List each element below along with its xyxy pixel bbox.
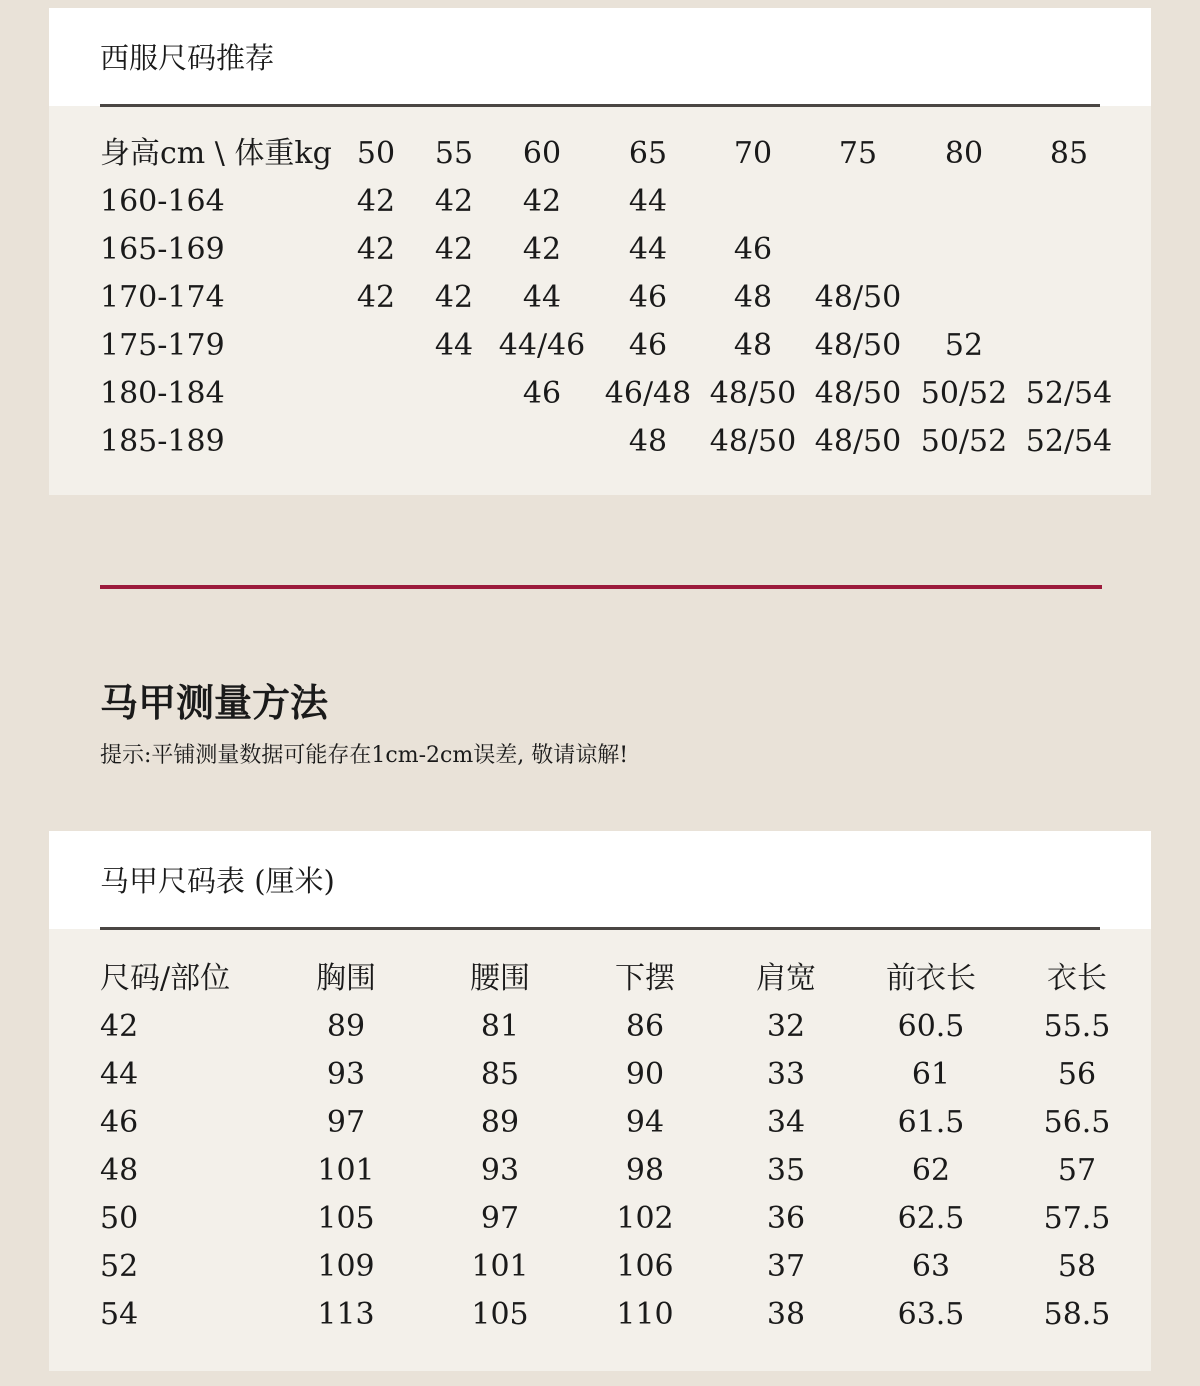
column-header: 55 xyxy=(434,136,474,171)
table-cell: 109 xyxy=(317,1249,375,1284)
column-header: 衣长 xyxy=(1047,961,1107,996)
table-cell: 42 xyxy=(356,232,396,267)
column-header: 肩宽 xyxy=(756,961,816,996)
row-header-label: 尺码/部位 xyxy=(100,961,231,996)
table-cell: 105 xyxy=(317,1201,375,1236)
suit-size-card xyxy=(49,8,1151,495)
column-header: 75 xyxy=(838,136,878,171)
table-cell: 46/48 xyxy=(604,376,692,411)
table-cell: 63 xyxy=(911,1249,951,1284)
vest-size-title: 马甲尺码表 (厘米) xyxy=(100,864,335,898)
table-cell: 56 xyxy=(1057,1057,1097,1092)
row-label: 42 xyxy=(100,1009,139,1044)
table-cell: 50/52 xyxy=(920,376,1008,411)
vest-size-title-divider xyxy=(100,927,1100,930)
table-cell: 58.5 xyxy=(1043,1297,1111,1332)
table-cell: 48/50 xyxy=(814,328,902,363)
row-label: 54 xyxy=(100,1297,139,1332)
row-label: 160-164 xyxy=(100,184,225,219)
table-cell: 34 xyxy=(766,1105,806,1140)
suit-size-title-divider xyxy=(100,104,1100,107)
table-row xyxy=(49,370,1151,418)
row-label: 180-184 xyxy=(100,376,225,411)
table-cell: 56.5 xyxy=(1043,1105,1111,1140)
row-label: 44 xyxy=(100,1057,139,1092)
column-header: 腰围 xyxy=(470,961,530,996)
column-header: 前衣长 xyxy=(886,961,976,996)
row-label: 52 xyxy=(100,1249,139,1284)
table-row xyxy=(49,274,1151,322)
column-header: 60 xyxy=(522,136,562,171)
table-cell: 46 xyxy=(628,328,668,363)
table-row xyxy=(49,322,1151,370)
table-header-row xyxy=(49,130,1151,178)
table-row xyxy=(49,1051,1151,1099)
table-cell: 48 xyxy=(628,424,668,459)
table-cell: 106 xyxy=(616,1249,674,1284)
table-row xyxy=(49,226,1151,274)
table-cell: 113 xyxy=(317,1297,375,1332)
table-row xyxy=(49,1291,1151,1339)
table-cell: 60.5 xyxy=(897,1009,965,1044)
table-cell: 90 xyxy=(625,1057,665,1092)
table-cell: 42 xyxy=(356,184,396,219)
table-cell: 46 xyxy=(628,280,668,315)
row-label: 46 xyxy=(100,1105,139,1140)
table-cell: 105 xyxy=(471,1297,529,1332)
row-label: 185-189 xyxy=(100,424,225,459)
column-header: 80 xyxy=(944,136,984,171)
table-cell: 42 xyxy=(356,280,396,315)
table-row xyxy=(49,1003,1151,1051)
table-row xyxy=(49,1147,1151,1195)
table-cell: 55.5 xyxy=(1043,1009,1111,1044)
table-row xyxy=(49,178,1151,226)
table-cell: 48/50 xyxy=(814,280,902,315)
table-cell: 94 xyxy=(625,1105,665,1140)
table-cell: 52 xyxy=(944,328,984,363)
column-header: 下摆 xyxy=(615,961,675,996)
table-cell: 110 xyxy=(616,1297,674,1332)
table-cell: 97 xyxy=(326,1105,366,1140)
table-cell: 46 xyxy=(522,376,562,411)
column-header: 65 xyxy=(628,136,668,171)
column-header: 50 xyxy=(356,136,396,171)
table-row xyxy=(49,1099,1151,1147)
table-cell: 85 xyxy=(480,1057,520,1092)
table-cell: 57.5 xyxy=(1043,1201,1111,1236)
table-cell: 44 xyxy=(522,280,562,315)
table-cell: 42 xyxy=(522,232,562,267)
table-cell: 89 xyxy=(326,1009,366,1044)
table-cell: 46 xyxy=(733,232,773,267)
table-cell: 81 xyxy=(480,1009,520,1044)
suit-size-title: 西服尺码推荐 xyxy=(100,41,275,75)
vest-size-card xyxy=(49,831,1151,1371)
table-cell: 42 xyxy=(522,184,562,219)
table-cell: 61 xyxy=(911,1057,951,1092)
row-label: 170-174 xyxy=(100,280,225,315)
table-header-row xyxy=(49,955,1151,1003)
section-divider xyxy=(100,585,1102,589)
table-row xyxy=(49,1195,1151,1243)
table-row xyxy=(49,1243,1151,1291)
column-header: 70 xyxy=(733,136,773,171)
row-label: 48 xyxy=(100,1153,139,1188)
table-cell: 44 xyxy=(434,328,474,363)
table-cell: 89 xyxy=(480,1105,520,1140)
table-cell: 93 xyxy=(480,1153,520,1188)
table-cell: 42 xyxy=(434,184,474,219)
table-cell: 62.5 xyxy=(897,1201,965,1236)
row-label: 175-179 xyxy=(100,328,225,363)
vest-size-card-header xyxy=(49,831,1151,929)
table-cell: 42 xyxy=(434,232,474,267)
table-cell: 52/54 xyxy=(1025,424,1113,459)
row-label: 50 xyxy=(100,1201,139,1236)
table-cell: 36 xyxy=(766,1201,806,1236)
table-cell: 48 xyxy=(733,280,773,315)
table-cell: 63.5 xyxy=(897,1297,965,1332)
table-cell: 48/50 xyxy=(814,424,902,459)
row-header-label: 身高cm \ 体重kg xyxy=(100,136,332,171)
table-cell: 44/46 xyxy=(498,328,586,363)
table-cell: 98 xyxy=(625,1153,665,1188)
column-header: 胸围 xyxy=(316,961,376,996)
table-cell: 33 xyxy=(766,1057,806,1092)
table-cell: 58 xyxy=(1057,1249,1097,1284)
table-cell: 57 xyxy=(1057,1153,1097,1188)
table-cell: 93 xyxy=(326,1057,366,1092)
table-cell: 42 xyxy=(434,280,474,315)
table-cell: 52/54 xyxy=(1025,376,1113,411)
vest-measure-hint: 提示:平铺测量数据可能存在1cm-2cm误差, 敬请谅解! xyxy=(100,743,629,768)
table-cell: 102 xyxy=(616,1201,674,1236)
vest-measure-title: 马甲测量方法 xyxy=(100,680,329,725)
table-cell: 32 xyxy=(766,1009,806,1044)
table-cell: 37 xyxy=(766,1249,806,1284)
column-header: 85 xyxy=(1049,136,1089,171)
suit-size-card-header xyxy=(49,8,1151,106)
table-cell: 86 xyxy=(625,1009,665,1044)
table-cell: 48/50 xyxy=(814,376,902,411)
table-cell: 101 xyxy=(471,1249,529,1284)
table-row xyxy=(49,418,1151,466)
table-cell: 50/52 xyxy=(920,424,1008,459)
table-cell: 61.5 xyxy=(897,1105,965,1140)
table-cell: 35 xyxy=(766,1153,806,1188)
table-cell: 44 xyxy=(628,232,668,267)
table-cell: 101 xyxy=(317,1153,375,1188)
table-cell: 48 xyxy=(733,328,773,363)
table-cell: 62 xyxy=(911,1153,951,1188)
table-cell: 44 xyxy=(628,184,668,219)
row-label: 165-169 xyxy=(100,232,225,267)
table-cell: 48/50 xyxy=(709,424,797,459)
table-cell: 48/50 xyxy=(709,376,797,411)
table-cell: 97 xyxy=(480,1201,520,1236)
table-cell: 38 xyxy=(766,1297,806,1332)
